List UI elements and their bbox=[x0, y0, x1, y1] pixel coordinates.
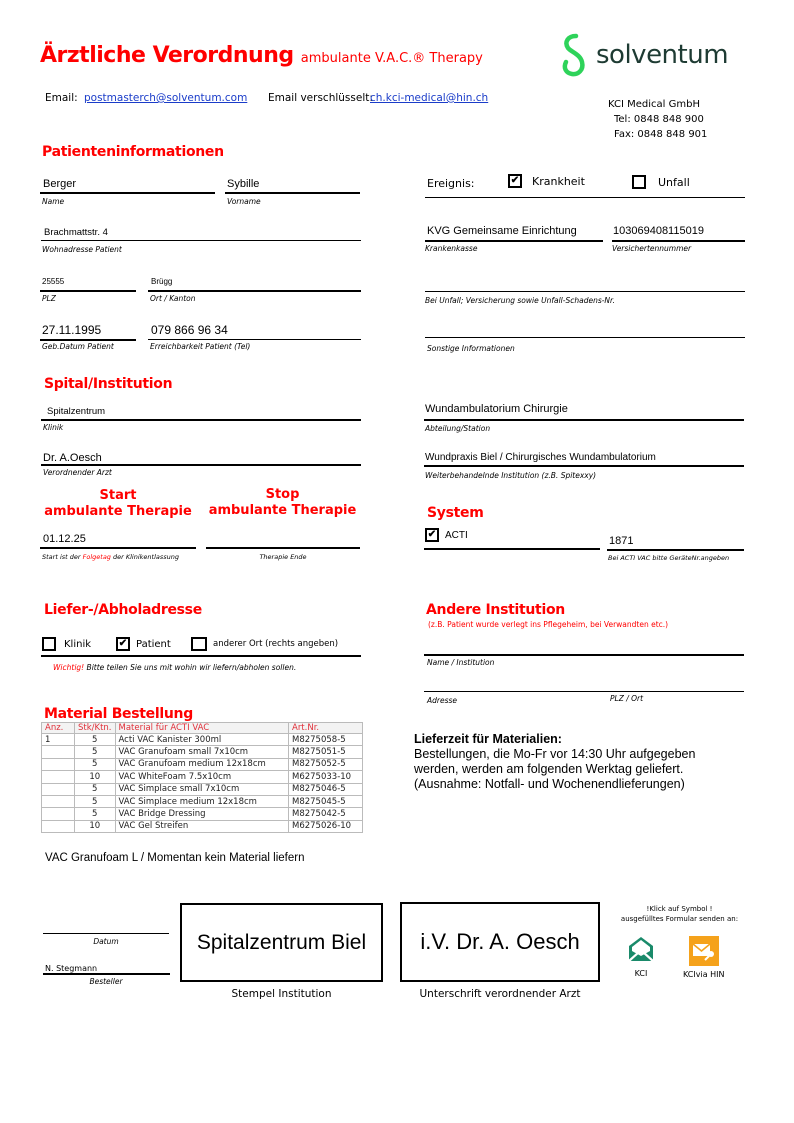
material-row bbox=[42, 783, 363, 795]
material-table bbox=[41, 722, 363, 833]
patient-birthdate-field[interactable]: 27.11.1995 bbox=[42, 323, 102, 337]
followup-institution-caption: Weiterbehandelnde Institution (z.B. Spitexxy) bbox=[425, 471, 597, 480]
start-therapy-heading: Start ambulante Therapie bbox=[44, 488, 192, 519]
stamp-institution-box[interactable]: Spitalzentrum Biel bbox=[180, 903, 383, 982]
insurance-caption: Krankenkasse bbox=[425, 244, 478, 253]
divider bbox=[41, 419, 361, 421]
company-name: KCI Medical GmbH bbox=[608, 99, 700, 110]
therapy-stop-field[interactable] bbox=[206, 547, 360, 549]
pack-size-cell: 5 bbox=[75, 795, 116, 807]
patient-plz-caption: PLZ bbox=[42, 294, 56, 303]
patient-city-field[interactable]: Brügg bbox=[151, 277, 173, 286]
therapy-start-caption: Start ist der Folgetag der Klinikentlassung bbox=[42, 553, 180, 561]
divider bbox=[148, 290, 361, 292]
pack-size-cell: 5 bbox=[75, 808, 116, 820]
divider bbox=[40, 547, 196, 549]
clinic-field[interactable]: Spitalzentrum bbox=[47, 406, 106, 417]
date-field[interactable] bbox=[43, 933, 169, 934]
pack-size-cell: 10 bbox=[75, 771, 116, 783]
patient-firstname-field[interactable]: Sybille bbox=[227, 178, 260, 190]
other-institution-name-caption: Name / Institution bbox=[427, 658, 495, 667]
divider bbox=[41, 240, 361, 241]
patient-address-caption: Wohnadresse Patient bbox=[42, 245, 122, 254]
patient-firstname-caption: Vorname bbox=[227, 197, 261, 206]
article-number-cell: M8275046-5 bbox=[289, 783, 363, 795]
other-institution-heading: Andere Institution bbox=[426, 602, 565, 618]
delivery-option-patient[interactable]: ✔ Patient bbox=[116, 637, 171, 651]
company-fax: Fax: 0848 848 901 bbox=[614, 129, 708, 140]
company-info bbox=[608, 97, 707, 142]
article-number-cell: M8275042-5 bbox=[289, 808, 363, 820]
doctor-field[interactable]: Dr. A.Oesch bbox=[43, 452, 102, 464]
delivery-time-heading: Lieferzeit für Materialien: bbox=[414, 732, 562, 746]
therapy-start-field[interactable]: 01.12.25 bbox=[43, 533, 86, 545]
divider bbox=[40, 192, 215, 194]
material-name-cell: Acti VAC Kanister 300ml bbox=[115, 734, 288, 746]
quantity-cell[interactable] bbox=[42, 758, 75, 770]
checkbox-unchecked-icon[interactable] bbox=[191, 637, 207, 651]
pack-size-cell: 5 bbox=[75, 734, 116, 746]
other-institution-plz-caption: PLZ / Ort bbox=[610, 694, 644, 703]
other-info-field[interactable] bbox=[425, 337, 745, 338]
delivery-time-info: Lieferzeit für Materialien: Bestellungen, die Mo-Fr vor 14:30 Uhr aufgegeben werden, werden am folgenden Werktag geliefert. (Ausnahme: Notfall- und Wochenendlieferungen) bbox=[414, 732, 696, 791]
material-heading: Material Bestellung bbox=[44, 706, 193, 722]
accident-insurance-field[interactable] bbox=[425, 291, 745, 292]
divider bbox=[424, 419, 744, 421]
send-kci-button[interactable]: KCI bbox=[626, 935, 656, 978]
open-envelope-icon[interactable] bbox=[626, 935, 656, 963]
email-encrypted-link[interactable]: ch.kci-medical@hin.ch bbox=[370, 92, 489, 104]
email-label: Email: bbox=[45, 92, 78, 104]
checkbox-unchecked-icon[interactable] bbox=[632, 175, 646, 189]
article-number-cell: M8275052-5 bbox=[289, 758, 363, 770]
stop-therapy-heading: Stop ambulante Therapie bbox=[208, 487, 357, 518]
divider bbox=[148, 339, 361, 340]
stamp-caption: Stempel Institution bbox=[231, 988, 332, 1000]
quantity-cell[interactable] bbox=[42, 808, 75, 820]
event-label: Ereignis: bbox=[427, 177, 475, 190]
material-name-cell: VAC Bridge Dressing bbox=[115, 808, 288, 820]
email-encrypted-label: Email verschlüsselt: bbox=[268, 92, 373, 104]
patient-phone-caption: Erreichbarkeit Patient (Tel) bbox=[150, 342, 251, 351]
article-number-cell: M6275026-10 bbox=[289, 820, 363, 832]
therapy-stop-caption: Therapie Ende bbox=[259, 553, 307, 561]
system-option-label: ACTI bbox=[445, 529, 468, 541]
other-institution-address-field[interactable] bbox=[424, 691, 744, 692]
patient-city-caption: Ort / Kanton bbox=[150, 294, 196, 303]
patient-address-field[interactable]: Brachmattstr. 4 bbox=[44, 227, 108, 238]
material-row bbox=[42, 771, 363, 783]
hospital-heading: Spital/Institution bbox=[44, 376, 173, 392]
divider bbox=[607, 549, 744, 551]
patient-birthdate-caption: Geb.Datum Patient bbox=[42, 342, 114, 351]
insured-number-field[interactable]: 103069408115019 bbox=[613, 225, 704, 237]
clinic-caption: Klinik bbox=[43, 423, 64, 432]
send-instructions: !Klick auf Symbol ! ausgefülltes Formular senden an: bbox=[620, 905, 739, 923]
material-row bbox=[42, 795, 363, 807]
material-name-cell: VAC Granufoam medium 12x18cm bbox=[115, 758, 288, 770]
divider bbox=[40, 339, 136, 341]
column-header: Stk/Ktn. bbox=[75, 723, 116, 734]
event-option-label: Krankheit bbox=[532, 174, 585, 188]
other-institution-address-caption: Adresse bbox=[427, 696, 458, 705]
pack-size-cell: 5 bbox=[75, 783, 116, 795]
signature-caption: Unterschrift verordnender Arzt bbox=[419, 988, 581, 1000]
form-title: Ärztliche Verordnung ambulante V.A.C.® Therapy bbox=[40, 43, 483, 68]
material-row bbox=[42, 808, 363, 820]
checkbox-checked-icon[interactable] bbox=[508, 174, 522, 188]
secure-mail-icon[interactable] bbox=[689, 936, 719, 966]
accident-insurance-caption: Bei Unfall; Versicherung sowie Unfall-Schadens-Nr. bbox=[425, 296, 615, 305]
patient-name-caption: Name bbox=[42, 197, 65, 206]
delivery-note: Wichtig! Bitte teilen Sie uns mit wohin wir liefern/abholen sollen. bbox=[53, 663, 297, 672]
material-name-cell: VAC Granufoam small 7x10cm bbox=[115, 746, 288, 758]
logo-text: solventum bbox=[596, 40, 729, 70]
checkbox-checked-icon[interactable] bbox=[116, 637, 130, 651]
patient-heading: Patienteninformationen bbox=[42, 144, 224, 160]
followup-institution-field[interactable]: Wundpraxis Biel / Chirurgisches Wundambulatorium bbox=[425, 452, 656, 463]
divider bbox=[425, 240, 603, 242]
delivery-option-other[interactable]: anderer Ort (rechts angeben) bbox=[191, 637, 338, 651]
material-row bbox=[42, 746, 363, 758]
event-option-unfall[interactable] bbox=[632, 175, 690, 189]
divider bbox=[40, 290, 136, 292]
email-link[interactable]: postmasterch@solventum.com bbox=[84, 92, 248, 104]
article-number-cell: M6275033-10 bbox=[289, 771, 363, 783]
divider bbox=[425, 197, 745, 198]
divider bbox=[41, 655, 361, 657]
material-row bbox=[42, 758, 363, 770]
divider bbox=[43, 973, 170, 975]
pack-size-cell: 5 bbox=[75, 758, 116, 770]
material-name-cell: VAC WhiteFoam 7.5x10cm bbox=[115, 771, 288, 783]
orderer-field[interactable]: N. Stegmann bbox=[45, 964, 98, 973]
material-name-cell: VAC Simplace medium 12x18cm bbox=[115, 795, 288, 807]
material-note: VAC Granufoam L / Momentan kein Material liefern bbox=[45, 852, 305, 864]
quantity-cell[interactable] bbox=[42, 820, 75, 832]
logo-s-icon bbox=[558, 32, 590, 78]
delivery-heading: Liefer-/Abholadresse bbox=[44, 602, 202, 618]
device-number-caption: Bei ACTI VAC bitte GeräteNr.angeben bbox=[608, 554, 730, 562]
column-header: Anz. bbox=[42, 723, 75, 734]
quantity-cell[interactable] bbox=[42, 771, 75, 783]
quantity-cell[interactable] bbox=[42, 746, 75, 758]
patient-name-field[interactable]: Berger bbox=[43, 178, 77, 190]
doctor-caption: Verordnender Arzt bbox=[43, 468, 112, 477]
other-info-caption: Sonstige Informationen bbox=[427, 344, 515, 353]
material-row bbox=[42, 734, 363, 746]
divider bbox=[424, 465, 744, 467]
insured-number-caption: Versichertennummer bbox=[612, 244, 692, 253]
date-caption: Datum bbox=[93, 937, 119, 946]
delivery-option-klinik[interactable]: Klinik bbox=[42, 637, 91, 651]
solventum-logo bbox=[558, 32, 728, 78]
quantity-cell[interactable]: 1 bbox=[42, 734, 75, 746]
divider bbox=[424, 548, 600, 550]
pack-size-cell: 10 bbox=[75, 820, 116, 832]
material-name-cell: VAC Simplace small 7x10cm bbox=[115, 783, 288, 795]
form-subtitle: ambulante V.A.C.® Therapy bbox=[300, 51, 483, 66]
material-table-header bbox=[42, 723, 363, 734]
doctor-signature-box[interactable]: i.V. Dr. A. Oesch bbox=[400, 902, 600, 982]
patient-phone-field[interactable]: 079 866 96 34 bbox=[151, 323, 228, 337]
system-option-acti[interactable] bbox=[425, 528, 468, 542]
material-row bbox=[42, 820, 363, 832]
system-heading: System bbox=[427, 505, 484, 521]
article-number-cell: M8275045-5 bbox=[289, 795, 363, 807]
column-header: Art.Nr. bbox=[289, 723, 363, 734]
pack-size-cell: 5 bbox=[75, 746, 116, 758]
article-number-cell: M8275058-5 bbox=[289, 734, 363, 746]
device-number-field[interactable]: 1871 bbox=[609, 535, 634, 547]
department-caption: Abteilung/Station bbox=[425, 424, 491, 433]
quantity-cell[interactable] bbox=[42, 795, 75, 807]
event-option-label: Unfall bbox=[658, 175, 690, 189]
divider bbox=[41, 464, 361, 466]
quantity-cell[interactable] bbox=[42, 783, 75, 795]
column-header: Material für ACTI VAC bbox=[115, 723, 288, 734]
orderer-caption: Besteller bbox=[89, 977, 123, 986]
event-option-krankheit[interactable] bbox=[508, 174, 585, 188]
divider bbox=[225, 192, 360, 194]
article-number-cell: M8275051-5 bbox=[289, 746, 363, 758]
send-kci-hin-button[interactable]: KCIvia HIN bbox=[683, 936, 725, 979]
checkbox-checked-icon[interactable] bbox=[425, 528, 439, 542]
patient-plz-field[interactable]: 25555 bbox=[42, 277, 65, 286]
divider bbox=[612, 240, 745, 242]
checkbox-unchecked-icon[interactable] bbox=[42, 637, 56, 651]
department-field[interactable]: Wundambulatorium Chirurgie bbox=[425, 403, 568, 415]
company-tel: Tel: 0848 848 900 bbox=[614, 114, 704, 125]
other-institution-subheading: (z.B. Patient wurde verlegt ins Pflegeheim, bei Verwandten etc.) bbox=[428, 620, 669, 629]
material-name-cell: VAC Gel Streifen bbox=[115, 820, 288, 832]
other-institution-name-field[interactable] bbox=[424, 654, 744, 656]
insurance-field[interactable]: KVG Gemeinsame Einrichtung bbox=[427, 225, 577, 237]
